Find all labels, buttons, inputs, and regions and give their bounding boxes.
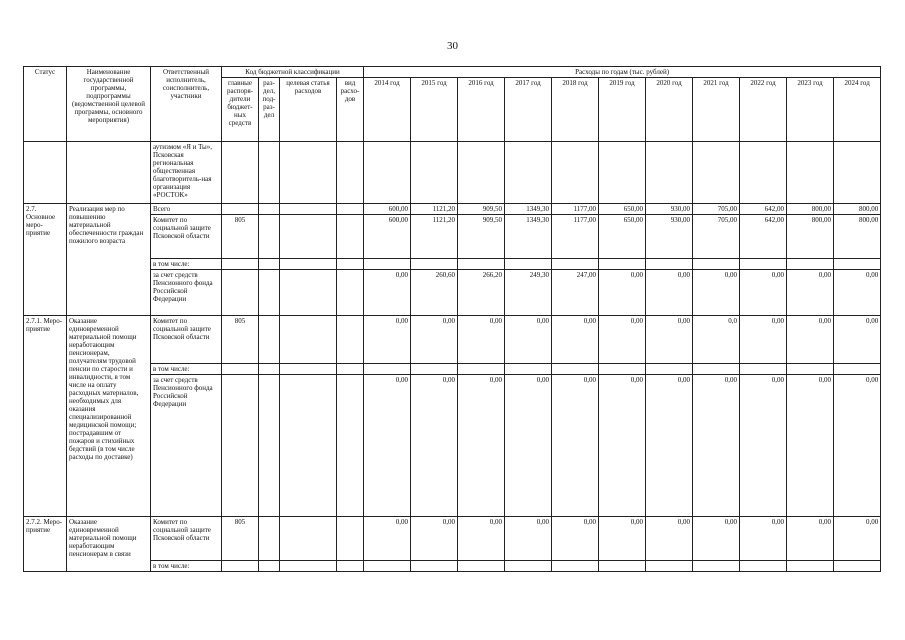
value-cell: 0,00 — [411, 316, 458, 364]
value-cell: 1177,00 — [552, 204, 599, 215]
value-cell: 705,00 — [693, 204, 740, 215]
value-cell: 705,00 — [693, 215, 740, 259]
table-row — [24, 517, 881, 561]
header-code-target: целевая статья расходов — [280, 78, 337, 142]
responsible-cell: за счет средств Пенсионного фонда Российской Федерации — [151, 375, 222, 517]
value-cell: 0,00 — [599, 270, 646, 316]
table-row — [24, 561, 881, 572]
value-cell: 600,00 — [364, 215, 411, 259]
value-cell: 909,50 — [458, 215, 505, 259]
table-row — [24, 316, 881, 364]
table-row — [24, 259, 881, 270]
value-cell: 1177,00 — [552, 215, 599, 259]
header-status: Статус — [24, 67, 67, 142]
value-cell: 1121,20 — [411, 204, 458, 215]
value-cell: 0,00 — [693, 270, 740, 316]
responsible-cell: в том числе: — [151, 259, 222, 270]
header-year: 2021 год — [693, 78, 740, 142]
value-cell: 247,00 — [552, 270, 599, 316]
name-cell: Реализация мер по повышению материальной обеспеченности граждан пожилого возраста — [67, 204, 151, 316]
value-cell: 0,00 — [364, 517, 411, 561]
value-cell: 0,00 — [458, 316, 505, 364]
responsible-cell: за счет средств Пенсионного фонда Российской Федерации — [151, 270, 222, 316]
value-cell: 266,20 — [458, 270, 505, 316]
name-cell: Оказание единовременной материальной помощи неработающим пенсионерам в связи — [67, 517, 151, 572]
value-cell: 0,00 — [646, 316, 693, 364]
table-row — [24, 270, 881, 316]
responsible-cell: в том числе: — [151, 561, 222, 572]
value-cell: 1349,30 — [505, 215, 552, 259]
header-year: 2022 год — [740, 78, 787, 142]
header-year: 2020 год — [646, 78, 693, 142]
header-year: 2018 год — [552, 78, 599, 142]
value-cell: 0,00 — [411, 375, 458, 517]
responsible-cell: Комитет по социальной защите Псковской области — [151, 215, 222, 259]
budget-table — [23, 66, 881, 572]
value-cell: 0,0 — [693, 316, 740, 364]
header-year: 2014 год — [364, 78, 411, 142]
value-cell: 642,00 — [740, 204, 787, 215]
header-row-1 — [24, 67, 881, 78]
value-cell: 650,00 — [599, 215, 646, 259]
value-cell: 0,00 — [740, 270, 787, 316]
responsible-cell: аутизмом «Я и Ты», Псковская региональная общественная благотворитель-ная организация «РОСТОК» — [151, 142, 222, 204]
value-cell: 930,00 — [646, 204, 693, 215]
header-year: 2017 год — [505, 78, 552, 142]
value-cell: 0,00 — [646, 375, 693, 517]
value-cell: 0,00 — [599, 517, 646, 561]
grbs-cell: 805 — [222, 316, 259, 364]
value-cell: 0,00 — [834, 375, 881, 517]
value-cell: 650,00 — [599, 204, 646, 215]
value-cell: 0,00 — [552, 517, 599, 561]
page-number: 30 — [447, 40, 458, 52]
value-cell: 0,00 — [646, 270, 693, 316]
status-cell: 2.7. Основное меро-приятие — [24, 204, 67, 316]
value-cell: 0,00 — [505, 316, 552, 364]
responsible-cell: Всего — [151, 204, 222, 215]
name-cell: Оказание единовременной материальной помощи неработающим пенсионерам, получателям трудовой пенсии по старости и инвалидности, в том числе на оплату расходных материалов, необходимых для оказания специализированной медицинской помощи; пострадавшим от пожаров и стихийных бедствий (в том числе расходы по доставке) — [67, 316, 151, 517]
value-cell: 0,00 — [740, 316, 787, 364]
header-code-section: раз-дел, под-раз-дел — [259, 78, 280, 142]
value-cell: 0,00 — [458, 517, 505, 561]
grbs-cell: 805 — [222, 517, 259, 561]
value-cell: 642,00 — [740, 215, 787, 259]
value-cell: 249,30 — [505, 270, 552, 316]
value-cell: 0,00 — [505, 517, 552, 561]
value-cell: 0,00 — [834, 270, 881, 316]
value-cell: 0,00 — [834, 316, 881, 364]
header-code-type: вид расхо-дов — [337, 78, 364, 142]
header-budget-code: Код бюджетной классификации — [222, 67, 364, 78]
value-cell: 800,00 — [787, 204, 834, 215]
responsible-cell: в том числе: — [151, 364, 222, 375]
value-cell: 0,00 — [787, 316, 834, 364]
value-cell: 0,00 — [646, 517, 693, 561]
value-cell: 0,00 — [411, 517, 458, 561]
value-cell: 260,60 — [411, 270, 458, 316]
value-cell: 0,00 — [693, 375, 740, 517]
value-cell: 800,00 — [834, 215, 881, 259]
value-cell: 800,00 — [787, 215, 834, 259]
value-cell: 0,00 — [505, 375, 552, 517]
value-cell: 0,00 — [787, 375, 834, 517]
header-year: 2015 год — [411, 78, 458, 142]
table-row — [24, 364, 881, 375]
responsible-cell: Комитет по социальной защите Псковской области — [151, 517, 222, 561]
value-cell: 0,00 — [364, 375, 411, 517]
header-code-grbs: главные распоря-дители бюджет-ных средств — [222, 78, 259, 142]
value-cell: 0,00 — [364, 270, 411, 316]
header-responsible: Ответственный исполнитель, соисполнитель, участники — [151, 67, 222, 142]
value-cell: 0,00 — [693, 517, 740, 561]
table-row — [24, 215, 881, 259]
value-cell: 1349,30 — [505, 204, 552, 215]
value-cell: 0,00 — [740, 517, 787, 561]
value-cell: 800,00 — [834, 204, 881, 215]
value-cell: 0,00 — [787, 517, 834, 561]
value-cell: 0,00 — [834, 517, 881, 561]
grbs-cell — [222, 204, 259, 215]
value-cell: 0,00 — [552, 375, 599, 517]
header-expenses: Расходы по годам (тыс. рублей) — [364, 67, 881, 78]
table-row — [24, 142, 881, 204]
header-year: 2024 год — [834, 78, 881, 142]
header-year: 2016 год — [458, 78, 505, 142]
table-row — [24, 204, 881, 215]
responsible-cell: Комитет по социальной защите Псковской области — [151, 316, 222, 364]
status-cell: 2.7.2. Меро-приятие — [24, 517, 67, 572]
value-cell: 0,00 — [364, 316, 411, 364]
value-cell: 0,00 — [552, 316, 599, 364]
value-cell: 1121,20 — [411, 215, 458, 259]
table-row — [24, 375, 881, 517]
value-cell: 0,00 — [787, 270, 834, 316]
header-year: 2023 год — [787, 78, 834, 142]
value-cell: 0,00 — [599, 316, 646, 364]
value-cell: 0,00 — [740, 375, 787, 517]
value-cell: 0,00 — [599, 375, 646, 517]
value-cell: 600,00 — [364, 204, 411, 215]
grbs-cell: 805 — [222, 215, 259, 259]
header-name: Наименование государственной программы, подпрограммы (ведомственной целевой программы, основного мероприятия) — [67, 67, 151, 142]
header-year: 2019 год — [599, 78, 646, 142]
value-cell: 0,00 — [458, 375, 505, 517]
value-cell: 909,50 — [458, 204, 505, 215]
value-cell: 930,00 — [646, 215, 693, 259]
status-cell: 2.7.1. Меро-приятие — [24, 316, 67, 517]
